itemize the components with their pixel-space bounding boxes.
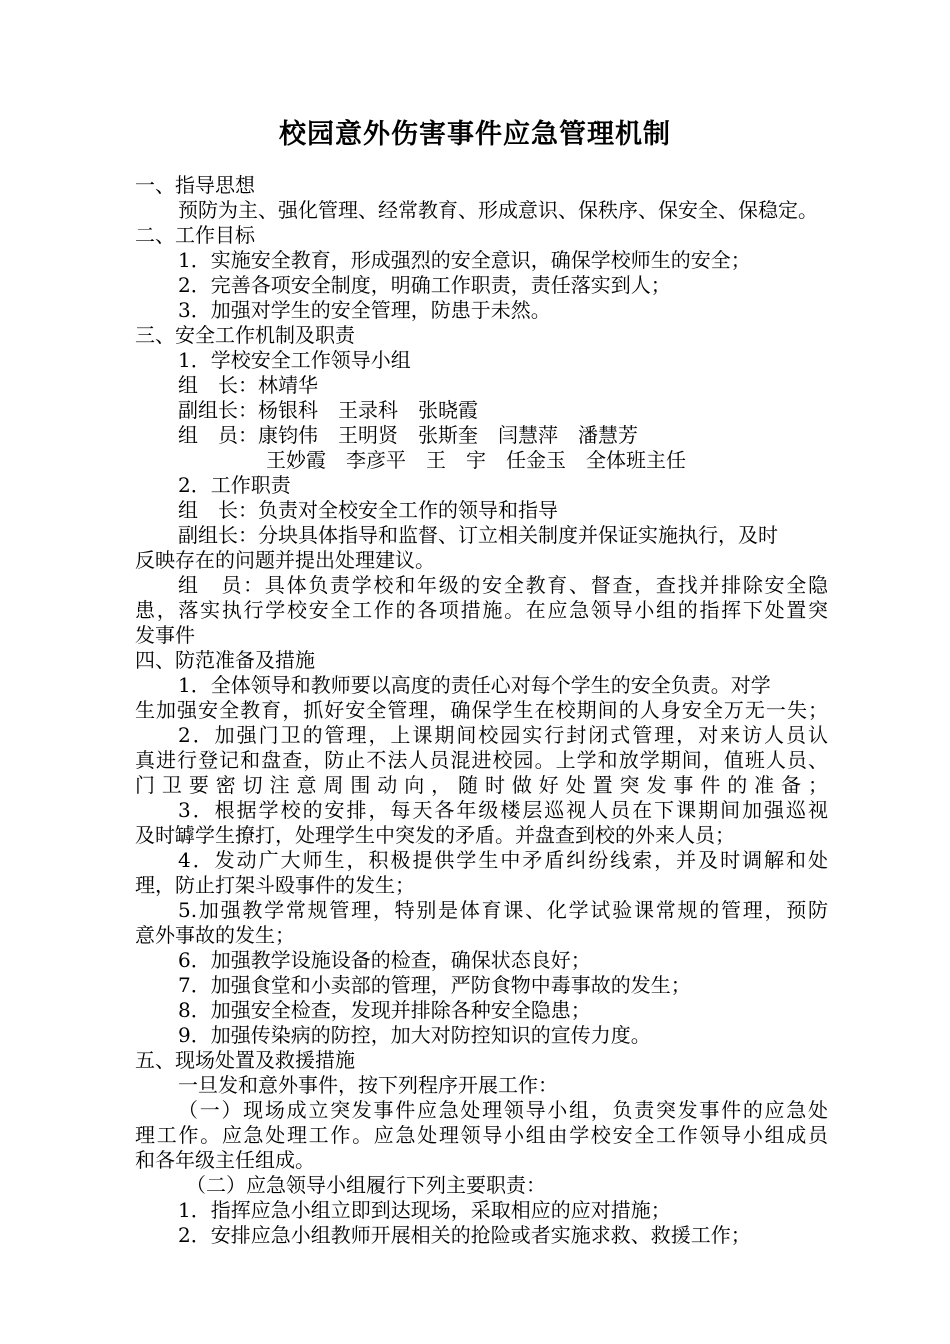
text-line: 真进行登记和盘查，防止不法人员混进校园。上学和放学期间，值班人员、 (135, 748, 828, 772)
text-line: 患，落实执行学校安全工作的各项措施。在应急领导小组的指挥下处置突 (135, 598, 828, 622)
page-title: 校园意外伤害事件应急管理机制 (279, 119, 671, 150)
text-line: 一旦发和意外事件，按下列程序开展工作： (178, 1073, 558, 1097)
text-line: 2．工作职责 (178, 473, 291, 497)
text-line: 1．指挥应急小组立即到达现场，采取相应的应对措施； (178, 1198, 671, 1222)
text-line: （二）应急领导小组履行下列主要职责： (186, 1173, 546, 1197)
text-line: 9．加强传染病的防控，加大对防控知识的宣传力度。 (178, 1023, 651, 1047)
text-line: 2．完善各项安全制度，明确工作职责，责任落实到人； (178, 273, 671, 297)
text-line: 组 长：林靖华 (178, 373, 318, 397)
text-line: 生加强安全教育，抓好安全管理，确保学生在校期间的人身安全万无一失； (135, 698, 828, 722)
text-line: 二、工作目标 (135, 223, 255, 247)
text-line: 8．加强安全检查，发现并排除各种安全隐患； (178, 998, 591, 1022)
text-line: 4．发动广大师生，积极提供学生中矛盾纠纷线索，并及时调解和处 (178, 848, 828, 872)
text-line: 和各年级主任组成。 (135, 1148, 315, 1172)
text-line: 副组长：杨银科 王录科 张晓霞 (178, 398, 478, 422)
text-line: 7．加强食堂和小卖部的管理，严防食物中毒事故的发生； (178, 973, 691, 997)
text-line: 1．实施安全教育，形成强烈的安全意识，确保学校师生的安全； (178, 248, 751, 272)
text-line: 及时罅学生撩打，处理学生中突发的矛盾。并盘查到校的外来人员； (135, 823, 735, 847)
text-line: 王妙霞 李彦平 王 宇 任金玉 全体班主任 (266, 448, 686, 472)
text-line: 理工作。应急处理工作。应急处理领导小组由学校安全工作领导小组成员 (135, 1123, 828, 1147)
text-line: 理，防止打架斗殴事件的发生； (135, 873, 415, 897)
text-line: 1．学校安全工作领导小组 (178, 348, 411, 372)
text-line: 门卫要密切注意周围动向，随时做好处置突发事件的准备； (135, 773, 828, 797)
text-line: （一）现场成立突发事件应急处理领导小组，负责突发事件的应急处 (178, 1098, 828, 1122)
text-line: 反映存在的问题并提出处理建议。 (135, 548, 435, 572)
text-line: 副组长：分块具体指导和监督、订立相关制度并保证实施执行，及时 (178, 523, 778, 547)
text-line: 3．加强对学生的安全管理，防患于未然。 (178, 298, 551, 322)
text-line: 一、指导思想 (135, 173, 255, 197)
text-line: 6．加强教学设施设备的检查，确保状态良好； (178, 948, 591, 972)
text-line: 预防为主、强化管理、经常教育、形成意识、保秩序、保安全、保稳定。 (178, 198, 818, 222)
text-line: 四、防范准备及措施 (135, 648, 315, 672)
text-line: 3．根据学校的安排，每天各年级楼层巡视人员在下课期间加强巡视 (178, 798, 828, 822)
text-line: 5.加强教学常规管理，特别是体育课、化学试验课常规的管理，预防 (178, 898, 828, 922)
text-line: 2．加强门卫的管理，上课期间校园实行封闭式管理，对来访人员认 (178, 723, 828, 747)
text-line: 1．全体领导和教师要以高度的责任心对每个学生的安全负责。对学 (178, 673, 771, 697)
text-line: 意外事故的发生； (135, 923, 295, 947)
text-line: 发事件 (135, 623, 195, 647)
text-line: 组 员：康钧伟 王明贤 张斯奎 闫慧萍 潘慧芳 (178, 423, 638, 447)
text-line: 五、现场处置及救援措施 (135, 1048, 355, 1072)
text-line: 组 长：负责对全校安全工作的领导和指导 (178, 498, 558, 522)
text-line: 组 员：具体负责学校和年级的安全教育、督查，查找并排除安全隐 (178, 573, 828, 597)
text-line: 2．安排应急小组教师开展相关的抢险或者实施求救、救援工作； (178, 1223, 751, 1247)
text-line: 三、安全工作机制及职责 (135, 323, 355, 347)
